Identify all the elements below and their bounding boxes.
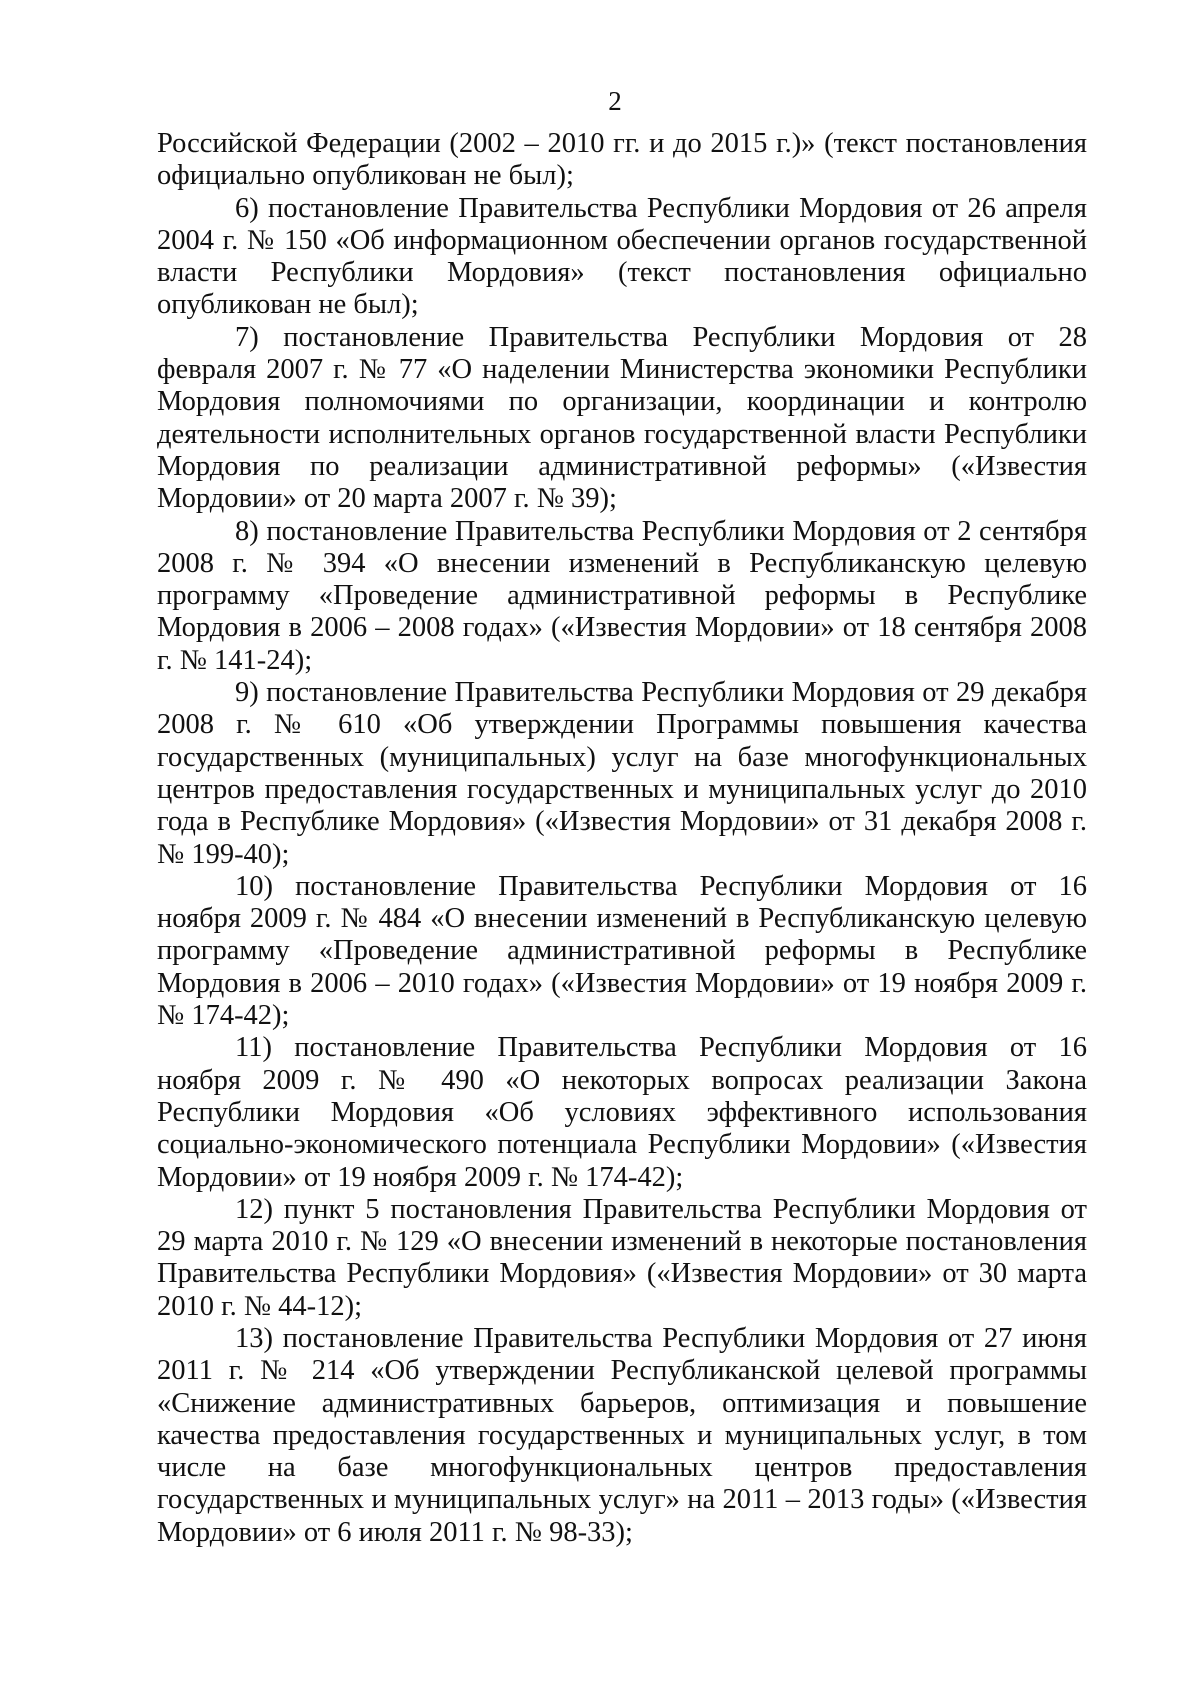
list-item-13: 13) постановление Правительства Республики Мордовия от 27 июня 2011 г. № 214 «Об утверждении Республиканской целевой программы «Снижение административных барьеров, оптимизация и повышение качества предоставления государственных и муниципальных услуг, в том числе на базе многофункциональных центров предоставления государственных и муниципальных услуг» на 2011 – 2013 годы» («Известия Мордовии» от 6 июля 2011 г. № 98-33);: [157, 1322, 1087, 1548]
list-item-6: 6) постановление Правительства Республики Мордовия от 26 апреля 2004 г. № 150 «Об информационном обеспечении органов государственной власти Республики Мордовия» (текст постановления официально опубликован не был);: [157, 192, 1087, 321]
list-item-9: 9) постановление Правительства Республики Мордовия от 29 декабря 2008 г. № 610 «Об утверждении Программы повышения качества государственных (муниципальных) услуг на базе многофункциональных центров предоставления государственных и муниципальных услуг до 2010 года в Республике Мордовия» («Известия Мордовии» от 31 декабря 2008 г. № 199-40);: [157, 677, 1087, 870]
list-item-12: 12) пункт 5 постановления Правительства Республики Мордовия от 29 марта 2010 г. № 129 «О внесении изменений в некоторые постановления Правительства Республики Мордовия» («Известия Мордовии» от 30 марта 2010 г. № 44-12);: [157, 1193, 1087, 1322]
page-number: 2: [608, 86, 622, 116]
list-item-7: 7) постановление Правительства Республики Мордовия от 28 февраля 2007 г. № 77 «О наделении Министерства экономики Республики Мордовия полномочиями по организации, координации и контролю деятельности исполнительных органов государственной власти Республики Мордовия по реализации административной реформы» («Известия Мордовии» от 20 марта 2007 г. № 39);: [157, 321, 1087, 515]
list-item-10: 10) постановление Правительства Республики Мордовия от 16 ноября 2009 г. № 484 «О внесении изменений в Республиканскую целевую программу «Проведение административной реформы в Республике Мордовия в 2006 – 2010 годах» («Известия Мордовии» от 19 ноября 2009 г. № 174-42);: [157, 870, 1087, 1032]
paragraph-continuation: Российской Федерации (2002 – 2010 гг. и до 2015 г.)» (текст постановления официально опубликован не был);: [157, 128, 1087, 192]
document-body: [157, 128, 1087, 1549]
list-item-11: 11) постановление Правительства Республики Мордовия от 16 ноября 2009 г. № 490 «О некоторых вопросах реализации Закона Республики Мордовия «Об условиях эффективного использования социально-экономического потенциала Республики Мордовии» («Известия Мордовии» от 19 ноября 2009 г. № 174-42);: [157, 1032, 1087, 1193]
list-item-8: 8) постановление Правительства Республики Мордовия от 2 сентября 2008 г. № 394 «О внесении изменений в Республиканскую целевую программу «Проведение административной реформы в Республике Мордовия в 2006 – 2008 годах» («Известия Мордовии» от 18 сентября 2008 г. № 141-24);: [157, 515, 1087, 676]
